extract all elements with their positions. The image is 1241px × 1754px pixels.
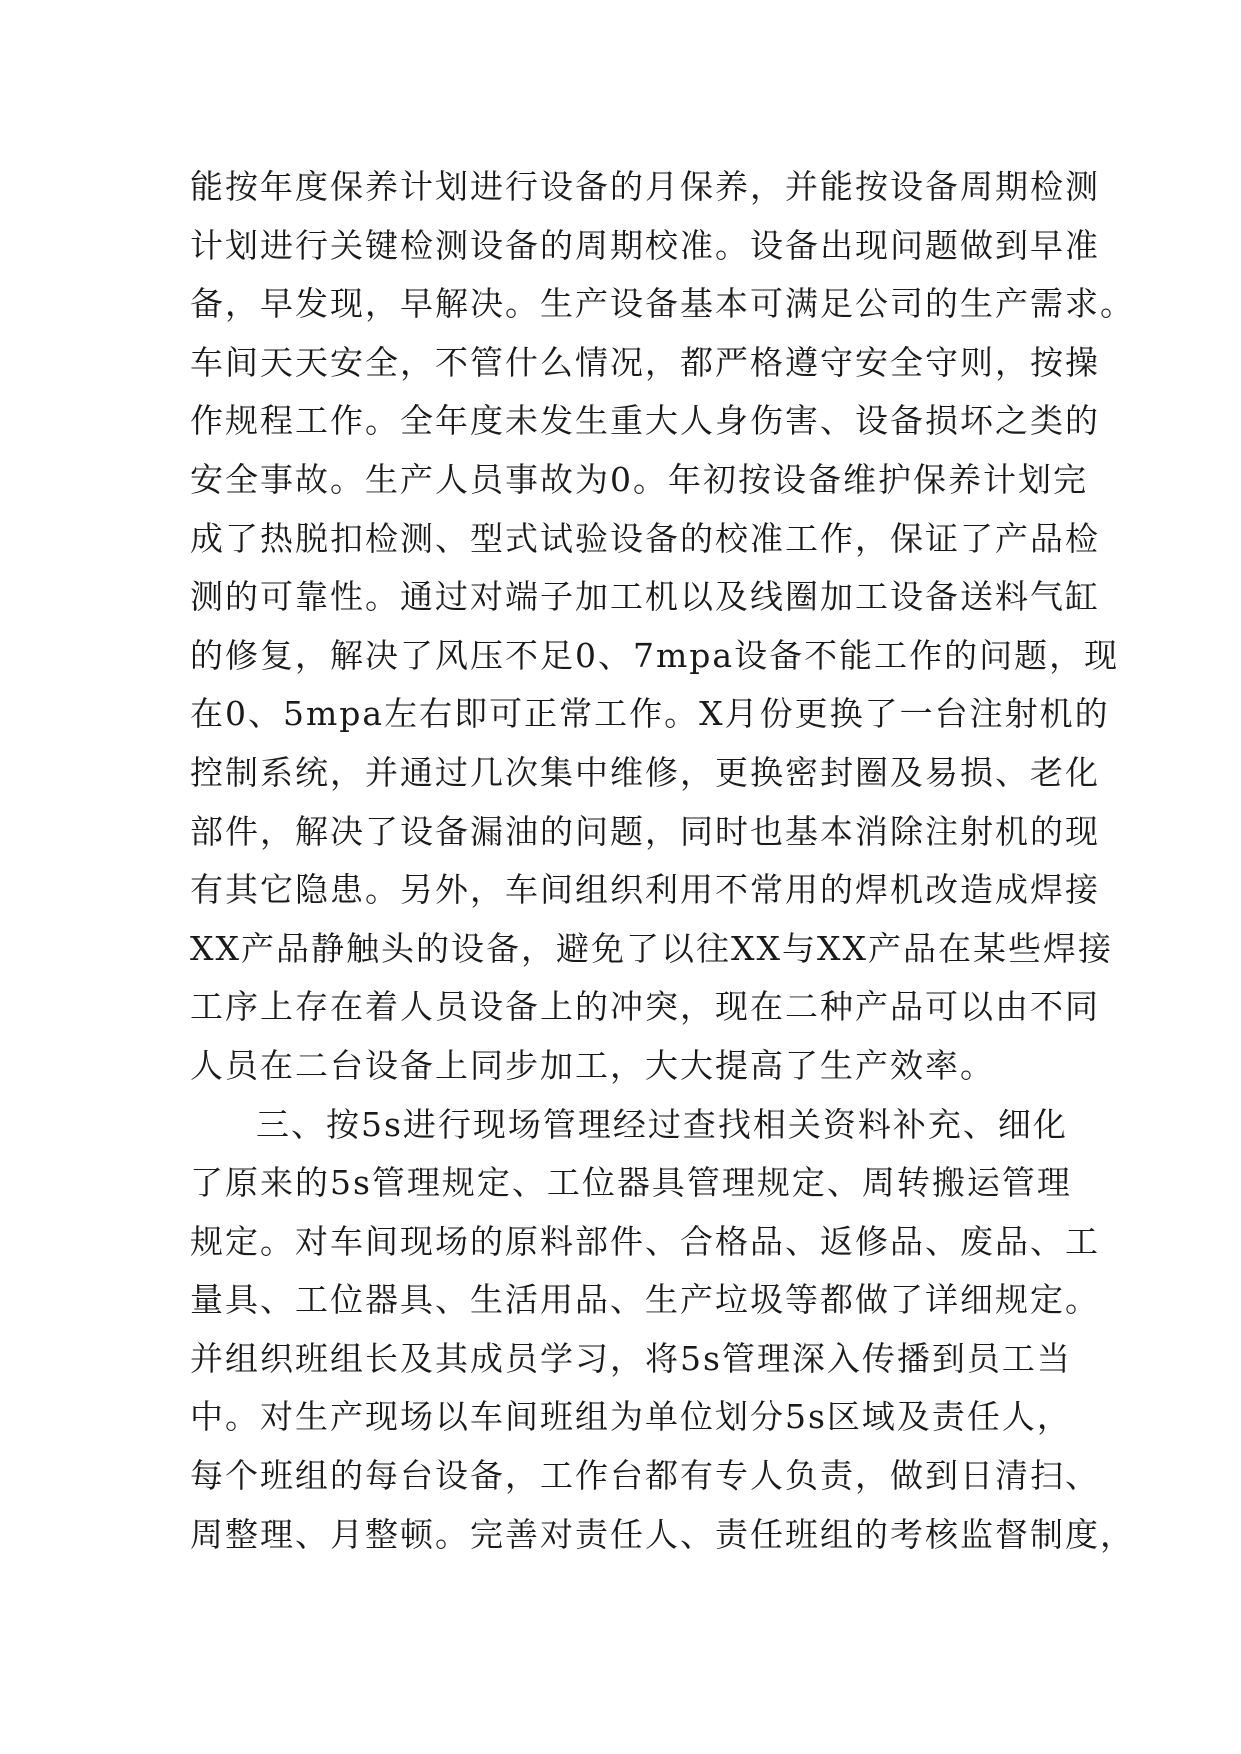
text-line-5: 作规程工作。全年度未发生重大人身伤害、设备损坏之类的 [190, 401, 1100, 441]
text-line-7: 成了热脱扣检测、型式试验设备的校准工作，保证了产品检 [190, 518, 1100, 558]
text-line-16: 人员在二台设备上同步加工，大大提高了生产效率。 [190, 1045, 995, 1085]
text-line-23: 每个班组的每台设备，工作台都有专人负责，做到日清扫、 [190, 1456, 1100, 1496]
text-line-15: 工序上存在着人员设备上的冲突，现在二种产品可以由不同 [190, 987, 1100, 1027]
text-line-13: 有其它隐患。另外，车间组织利用不常用的焊机改造成焊接 [190, 870, 1100, 910]
text-line-8: 测的可靠性。通过对端子加工机以及线圈加工设备送料气缸 [190, 577, 1100, 617]
text-line-3: 备，早发现，早解决。生产设备基本可满足公司的生产需求。 [190, 284, 1135, 324]
text-line-18: 了原来的5s管理规定、工位器具管理规定、周转搬运管理 [190, 1163, 1072, 1203]
text-line-20: 量具、工位器具、生活用品、生产垃圾等都做了详细规定。 [190, 1280, 1100, 1320]
text-line-4: 车间天天安全，不管什么情况，都严格遵守安全守则，按操 [190, 342, 1100, 382]
text-line-6: 安全事故。生产人员事故为0。年初按设备维护保养计划完 [190, 459, 1088, 499]
text-line-21: 并组织班组长及其成员学习，将5s管理深入传播到员工当 [190, 1338, 1072, 1378]
text-line-12: 部件，解决了设备漏油的问题，同时也基本消除注射机的现 [190, 811, 1100, 851]
text-line-17: 三、按5s进行现场管理经过查找相关资料补充、细化 [256, 1104, 1068, 1144]
text-line-1: 能按年度保养计划进行设备的月保养，并能按设备周期检测 [190, 167, 1100, 206]
text-line-9: 的修复，解决了风压不足0、7mpa设备不能工作的问题，现 [190, 635, 1120, 675]
text-line-2: 计划进行关键检测设备的周期校准。设备出现问题做到早准 [190, 225, 1100, 265]
text-line-14: XX产品静触头的设备，避免了以往XX与XX产品在某些焊接 [190, 928, 1113, 968]
document-body [190, 158, 1135, 1564]
text-line-22: 中。对生产现场以车间班组为单位划分5s区域及责任人， [190, 1397, 1072, 1437]
text-line-11: 控制系统，并通过几次集中维修，更换密封圈及易损、老化 [190, 752, 1100, 792]
text-line-19: 规定。对车间现场的原料部件、合格品、返修品、废品、工 [190, 1221, 1100, 1261]
text-line-10: 在0、5mpa左右即可正常工作。X月份更换了一台注射机的 [190, 694, 1110, 734]
text-line-24: 周整理、月整顿。完善对责任人、责任班组的考核监督制度， [190, 1514, 1135, 1554]
